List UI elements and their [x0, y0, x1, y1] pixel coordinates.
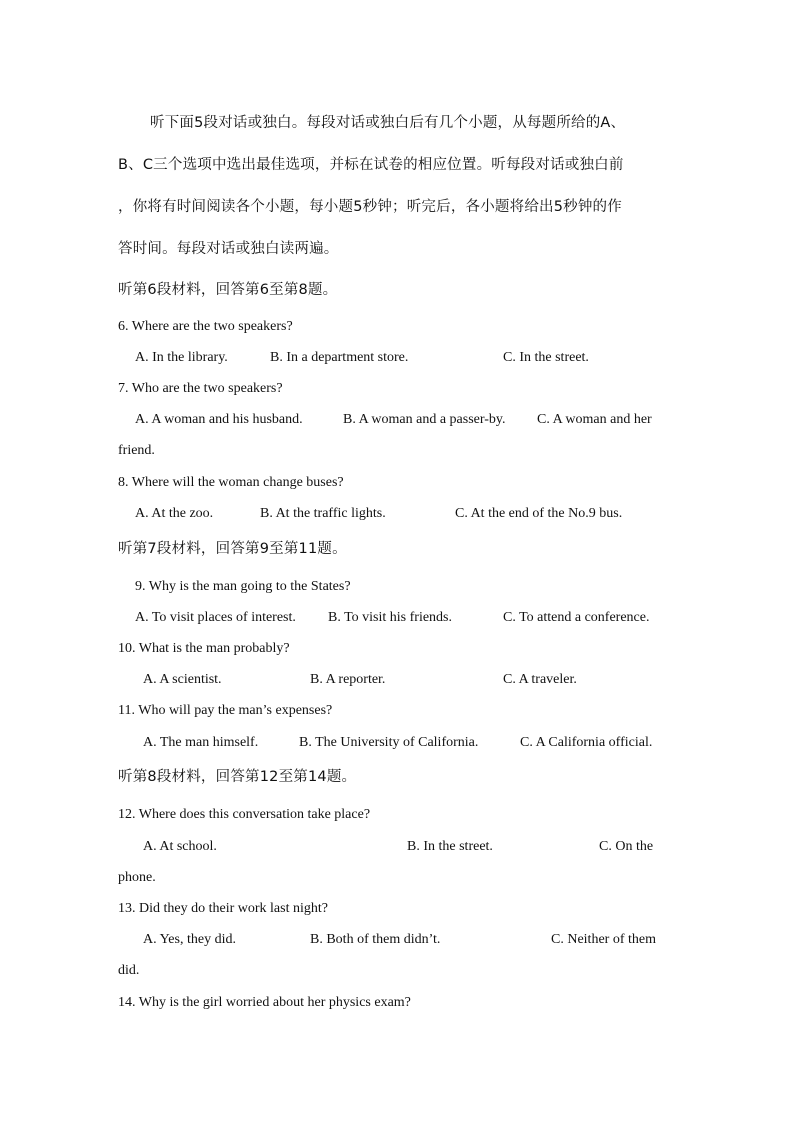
question-13-option-a: A. Yes, they did. — [143, 932, 236, 947]
question-6-option-b: B. In a department store. — [270, 350, 409, 365]
question-6: 6. Where are the two speakers? — [118, 319, 293, 334]
question-11-option-a: A. The man himself. — [143, 735, 259, 750]
section-heading-8: 听第8段材料，回答第12至第14题。 — [118, 769, 357, 785]
question-13-option-b: B. Both of them didn’t. — [310, 932, 441, 947]
question-6-option-a: A. In the library. — [135, 350, 228, 365]
question-9-option-b: B. To visit his friends. — [328, 610, 452, 625]
question-13-option-c-continued: did. — [118, 963, 140, 978]
question-12-option-c: C. On the — [599, 839, 654, 854]
question-14: 14. Why is the girl worried about her physics exam? — [118, 995, 411, 1010]
question-12-option-a: A. At school. — [143, 839, 217, 854]
instructions-line-4: 答时间。每段对话或独白读两遍。 — [118, 241, 339, 257]
question-7-option-b: B. A woman and a passer-by. — [343, 412, 506, 427]
question-12-option-c-continued: phone. — [118, 870, 156, 885]
question-8-option-a: A. At the zoo. — [135, 506, 214, 521]
question-7-option-c-continued: friend. — [118, 443, 155, 458]
question-13: 13. Did they do their work last night? — [118, 901, 328, 916]
instructions-line-3: ，你将有时间阅读各个小题，每小题5秒钟；听完后，各小题将给出5秒钟的作 — [118, 199, 622, 215]
question-9-option-c: C. To attend a conference. — [503, 610, 650, 625]
question-7-option-a: A. A woman and his husband. — [135, 412, 303, 427]
question-8-option-c: C. At the end of the No.9 bus. — [455, 506, 623, 521]
question-8: 8. Where will the woman change buses? — [118, 475, 344, 490]
question-10-option-a: A. A scientist. — [143, 672, 222, 687]
question-8-option-b: B. At the traffic lights. — [260, 506, 386, 521]
question-10: 10. What is the man probably? — [118, 641, 290, 656]
question-9-option-a: A. To visit places of interest. — [135, 610, 296, 625]
question-11: 11. Who will pay the man’s expenses? — [118, 703, 333, 718]
question-10-option-b: B. A reporter. — [310, 672, 386, 687]
question-12-option-b: B. In the street. — [407, 839, 493, 854]
instructions-line-2: B、C三个选项中选出最佳选项，并标在试卷的相应位置。听每段对话或独白前 — [118, 157, 624, 173]
question-7-option-c: C. A woman and her — [537, 412, 652, 427]
question-9: 9. Why is the man going to the States? — [135, 579, 351, 594]
question-12: 12. Where does this conversation take place? — [118, 807, 371, 822]
instructions-line-1: 听下面5段对话或独白。每段对话或独白后有几个小题，从每题所给的A、 — [150, 115, 626, 131]
section-heading-7: 听第7段材料，回答第9至第11题。 — [118, 541, 347, 557]
question-11-option-c: C. A California official. — [520, 735, 653, 750]
question-11-option-b: B. The University of California. — [299, 735, 479, 750]
question-6-option-c: C. In the street. — [503, 350, 589, 365]
question-13-option-c: C. Neither of them — [551, 932, 656, 947]
section-heading-6: 听第6段材料，回答第6至第8题。 — [118, 282, 338, 298]
question-7: 7. Who are the two speakers? — [118, 381, 283, 396]
question-10-option-c: C. A traveler. — [503, 672, 577, 687]
